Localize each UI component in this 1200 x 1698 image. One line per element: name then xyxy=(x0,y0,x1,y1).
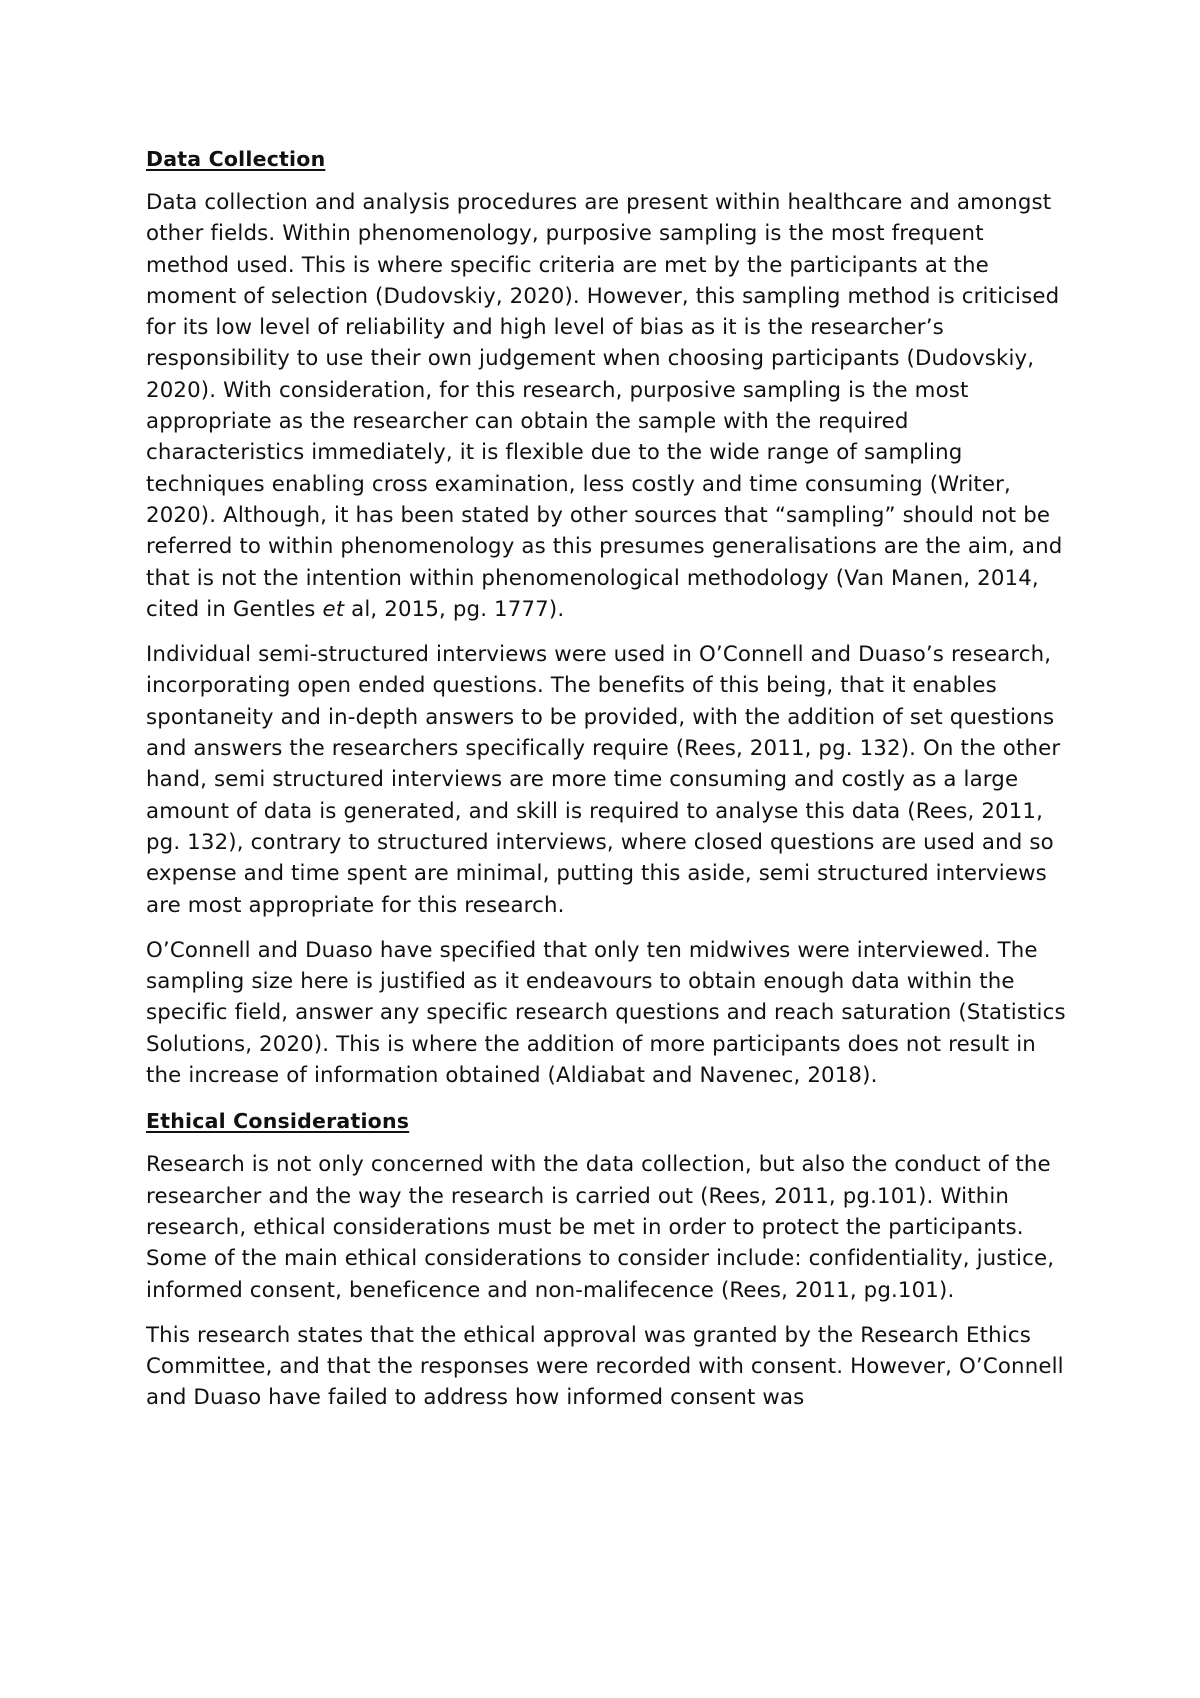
paragraph-sample-size: O’Connell and Duaso have specified that only ten midwives were interviewed. The sampling size here is justified as it endeavours to obtain enough data within the specific field, answer any specific research questions and reach saturation (Statistics Solutions, 2020). This is where the addition of more participants does not result in the increase of information obtained (Aldiabat and Navenec, 2018). xyxy=(146,937,1066,1089)
paragraph-interviews: Individual semi-structured interviews were used in O’Connell and Duaso’s research, incorporating open ended questions. The benefits of this being, that it enables spontaneity and in-depth answers to be provided, with the addition of set questions and answers the researchers specifically require (Rees, 2011, pg. 132). On the other hand, semi structured interviews are more time consuming and costly as a large amount of data is generated, and skill is required to analyse this data (Rees, 2011, pg. 132), contrary to structured interviews, where closed questions are used and so expense and time spent are minimal, putting this aside, semi structured interviews are most appropriate for this research. xyxy=(146,642,1061,918)
heading-data-collection: Data Collection xyxy=(146,147,326,171)
paragraph-sampling-tail: al, 2015, pg. 1777). xyxy=(344,596,565,622)
document-body xyxy=(146,143,1068,1428)
paragraph-ethics-overview: Research is not only concerned with the data collection, but also the conduct of the researcher and the way the research is carried out (Rees, 2011, pg.101). Within research, ethical considerations must be met in order to protect the participants. Some of the main ethical considerations to consider include: confidentiality, justice, informed consent, beneficence and non-malifecence (Rees, 2011, pg.101). xyxy=(146,1152,1055,1303)
paragraph-sampling-italic: et xyxy=(322,596,345,622)
heading-ethical-considerations: Ethical Considerations xyxy=(146,1109,410,1134)
paragraph-ethics-approval: This research states that the ethical approval was granted by the Research Ethics Committee, and that the responses were recorded with consent. However, O’Connell and Duaso have failed to address how informed consent was xyxy=(146,1322,1064,1411)
paragraph-sampling xyxy=(146,187,1068,625)
paragraph-sampling-text: Data collection and analysis procedures are present within healthcare and amongst other fields. Within phenomenology, purposive sampling is the most frequent method used. This is where specific criteria are met by the participants at the moment of selection (Dudovskiy, 2020). However, this sampling method is criticised for its low level of reliability and high level of bias as it is the researcher’s responsibility to use their own judgement when choosing participants (Dudovskiy, 2020). With consideration, for this research, purposive sampling is the most appropriate as the researcher can obtain the sample with the required characteristics immediately, it is flexible due to the wide range of sampling techniques enabling cross examination, less costly and time consuming (Writer, 2020). Although, it has been stated by other sources that “sampling” should not be referred to within phenomenology as this presumes generalisations are the aim, and that is not the intention within phenomenological methodology (Van Manen, 2014, cited in Gentles xyxy=(146,190,1063,622)
